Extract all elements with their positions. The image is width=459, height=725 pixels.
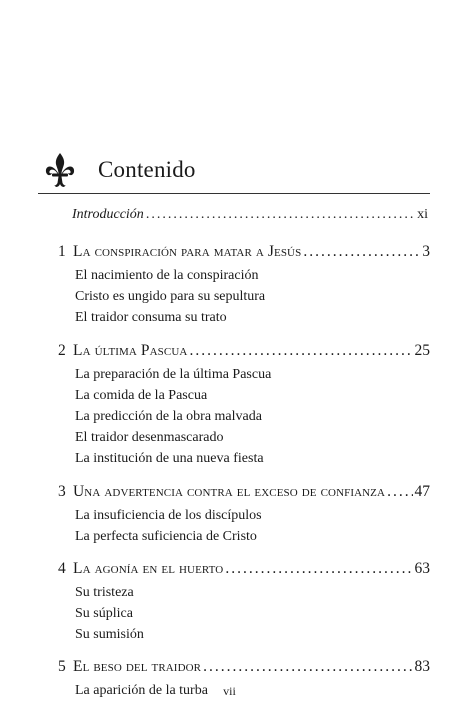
toc-entry-chapter-1[interactable] xyxy=(60,243,430,263)
toc-entry-chapter-4[interactable] xyxy=(60,560,430,580)
section-list xyxy=(75,505,430,547)
section-list xyxy=(75,265,430,329)
chapter-title: La última Pascua xyxy=(73,341,188,359)
section-list xyxy=(75,364,430,470)
dot-leader xyxy=(189,342,412,360)
chapter-page: 63 xyxy=(414,559,430,577)
section-item: Su tristeza xyxy=(75,584,134,600)
toc-list xyxy=(60,207,430,702)
section-item: La perfecta suficiencia de Cristo xyxy=(75,528,257,544)
section-item: La preparación de la última Pascua xyxy=(75,366,272,382)
chapter-number: 2 xyxy=(58,341,66,359)
chapter-page: 3 xyxy=(422,243,430,260)
section-item: La insuficiencia de los discípulos xyxy=(75,507,262,523)
toc-chapter xyxy=(60,560,430,646)
section-item: La aparición de la turba xyxy=(75,683,208,699)
fleur-de-lis-icon xyxy=(44,152,76,188)
toc-entry-introduction[interactable] xyxy=(72,207,428,225)
chapter-page: 83 xyxy=(414,658,430,676)
chapter-title: Una advertencia contra el exceso de confianza xyxy=(73,482,386,500)
section-item: Su sumisión xyxy=(75,627,144,643)
toc-chapter xyxy=(60,483,430,547)
chapter-title: La conspiración para matar a Jesús xyxy=(73,243,302,260)
toc-entry-chapter-3[interactable] xyxy=(60,483,430,503)
chapter-number: 4 xyxy=(58,559,66,577)
toc-chapter xyxy=(60,243,430,329)
heading-divider xyxy=(38,193,430,194)
chapter-number: 3 xyxy=(58,482,66,500)
chapter-number: 5 xyxy=(58,658,66,676)
section-item: El traidor consuma su trato xyxy=(75,310,227,326)
toc-entry-chapter-5[interactable] xyxy=(60,658,430,678)
toc-chapter xyxy=(60,342,430,470)
entry-page: xi xyxy=(417,207,428,222)
dot-leader xyxy=(303,243,420,261)
toc-entry-chapter-2[interactable] xyxy=(60,342,430,362)
section-list xyxy=(75,582,430,646)
entry-title: Introducción xyxy=(72,207,144,222)
chapter-page: 47 xyxy=(414,482,430,500)
toc-heading xyxy=(44,150,196,190)
section-item: El nacimiento de la conspiración xyxy=(75,268,259,283)
dot-leader xyxy=(387,483,412,501)
page-number: vii xyxy=(223,684,236,698)
dot-leader xyxy=(203,658,412,676)
section-item: La predicción de la obra malvada xyxy=(75,408,262,424)
chapter-number: 1 xyxy=(58,243,66,260)
section-item: El traidor desenmascarado xyxy=(75,430,224,446)
chapter-title: El beso del traidor xyxy=(73,658,202,676)
page-title: Contenido xyxy=(98,157,196,182)
chapter-page: 25 xyxy=(414,341,430,359)
section-item: La institución de una nueva fiesta xyxy=(75,451,264,467)
section-item: Su súplica xyxy=(75,606,133,622)
chapter-title: La agonía en el huerto xyxy=(73,559,224,577)
dot-leader xyxy=(146,207,415,223)
section-item: Cristo es ungido para su sepultura xyxy=(75,289,266,305)
section-item: La comida de la Pascua xyxy=(75,387,208,403)
dot-leader xyxy=(225,560,412,578)
